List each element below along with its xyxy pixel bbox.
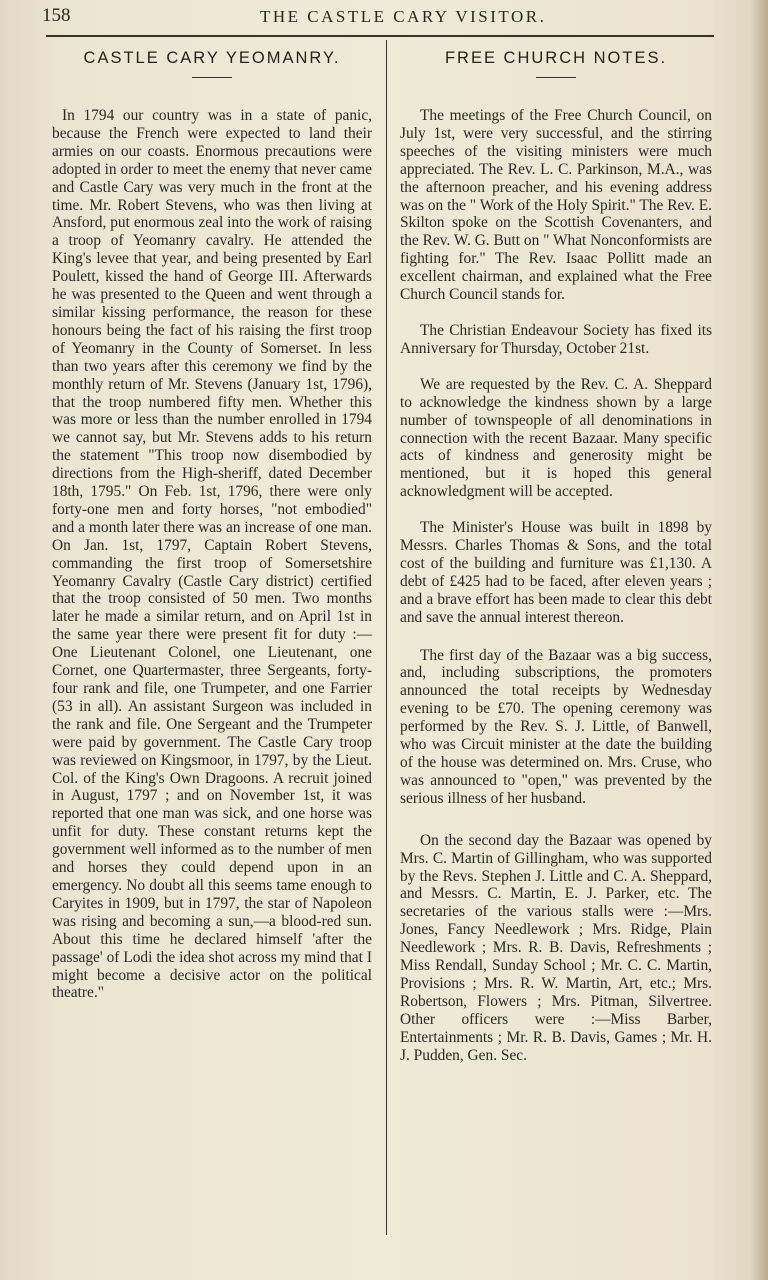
- article-paragraph: We are requested by the Rev. C. A. Sheppard to acknowledge the kindness shown by a large number of townspeople of all denominations in connection with the recent Bazaar. Many specific acts of kindness and generosity might be mentioned, but it is hoped this general acknowledgment will be accepted.: [400, 375, 712, 501]
- heading-rule: [536, 77, 576, 78]
- article-paragraph: The first day of the Bazaar was a big success, and, including subscriptions, the promoters announced the total receipts by Wednesday evening to be £70. The opening ceremony was performed by the Rev. S. J. Little, of Banwell, who was Circuit minister at the date the building of the house was determined on. Mrs. Cruse, who was announced to "open," was prevented by the serious illness of her husband.: [400, 646, 712, 807]
- article-paragraph: In 1794 our country was in a state of panic, because the French were expected to land their armies on our coasts. Enormous precautions were adopted in order to meet the enemy that never came and Castle Cary was very much in the front at the time. Mr. Robert Stevens, who was then living at Ansford, put enormous zeal into the work of raising a troop of Yeomanry cavalry. He attended the King's levee that year, and being presented by Earl Poulett, kissed the hand of George III. Afterwards he was presented to the Queen and went through a similar kissing performance, the reason for these honours being the fact of his raising the first troop of Yeomanry in the County of Somerset. In less than two years after this ceremony we find by the monthly return of Mr. Stevens (January 1st, 1796), that the troop numbered fifty men. Whether this was more or less than the number enrolled in 1794 we cannot say, but Mr. Stevens adds to his return the statement "This troop now disembodied by directions from the High-sheriff, dated December 18th, 1795." On Feb. 1st, 1796, there were only forty-one men and forty horses, "not embodied" and a month later there was an increase of one man. On Jan. 1st, 1797, Captain Robert Stevens, commanding the first troop of Somersetshire Yeomanry Cavalry (Castle Cary district) certified that the troop consisted of 50 men. Two months later he made a similar return, and on April 1st in the same year there were present fit for duty :—One Lieutenant Colonel, one Lieutenant, one Cornet, one Quartermaster, three Sergeants, forty-four rank and file, one Trumpeter, and one Farrier (53 in all). An assistant Surgeon was included in the rank and file. One Sergeant and the Trumpeter were paid by government. The Castle Cary troop was reviewed on Kingsmoor, in 1797, by the Lieut. Col. of the King's Own Dragoons. A recruit joined in August, 1797 ; and on November 1st, it was reported that one man was sick, and one horse was unfit for duty. These constant returns kept the government well informed as to the number of men and horses they could depend upon in an emergency. No doubt all this seems tame enough to Caryites in 1909, but in 1797, the star of Napoleon was rising and becoming a sun,—a blood-red sun. About this time he declared himself 'after the passage' of Lodi the idea shot across my mind that I might become a decisive actor on the political theatre.": [52, 107, 372, 1002]
- right-column: [400, 36, 712, 1065]
- article-heading-yeomanry: CASTLE CARY YEOMANRY.: [83, 49, 341, 67]
- running-title: THE CASTLE CARY VISITOR.: [260, 7, 547, 26]
- left-column: [52, 36, 372, 1002]
- page-edge-shadow: [750, 0, 768, 1280]
- heading-rule: [192, 77, 232, 78]
- page-header: [40, 3, 720, 31]
- page-number: 158: [42, 5, 71, 26]
- article-paragraph: On the second day the Bazaar was opened by Mrs. C. Martin of Gillingham, who was supported by the Revs. Stephen J. Little and C. A. Sheppard, and Messrs. C. Martin, E. J. Parker, etc. The secretaries of the various stalls were :—Mrs. Jones, Fancy Needlework ; Mrs. Ridge, Plain Needlework ; Mrs. R. B. Davis, Refreshments ; Miss Rendall, Sunday School ; Mr. C. C. Martin, Provisions ; Mrs. R. W. Martin, Art, etc.; Mrs. Robertson, Flowers ; Mrs. Pitman, Silvertree. Other officers were :—Miss Barber, Entertainments ; Mr. R. B. Davis, Games ; Mr. H. J. Pudden, Gen. Sec.: [400, 831, 712, 1064]
- article-paragraph: The Christian Endeavour Society has fixed its Anniversary for Thursday, October 21st.: [400, 321, 712, 357]
- article-heading-free-church: FREE CHURCH NOTES.: [444, 49, 668, 67]
- column-divider: [386, 40, 387, 1235]
- article-paragraph: The Minister's House was built in 1898 by Messrs. Charles Thomas & Sons, and the total cost of the building and furniture was £1,130. A debt of £425 had to be faced, after eleven years ; and a brave effort has been made to clear this debt and save the annual interest thereon.: [400, 519, 712, 626]
- article-paragraph: The meetings of the Free Church Council, on July 1st, were very successful, and the stirring speeches of the visiting ministers were much appreciated. The Rev. L. C. Parkinson, M.A., was the afternoon preacher, and his evening address was on the " Work of the Holy Spirit." The Rev. E. Skilton spoke on the Scottish Covenanters, and the Rev. W. G. Butt on " What Nonconformists are fighting for." The Rev. Isaac Pollitt made an excellent chairman, and explained what the Free Church Council stands for.: [400, 107, 712, 304]
